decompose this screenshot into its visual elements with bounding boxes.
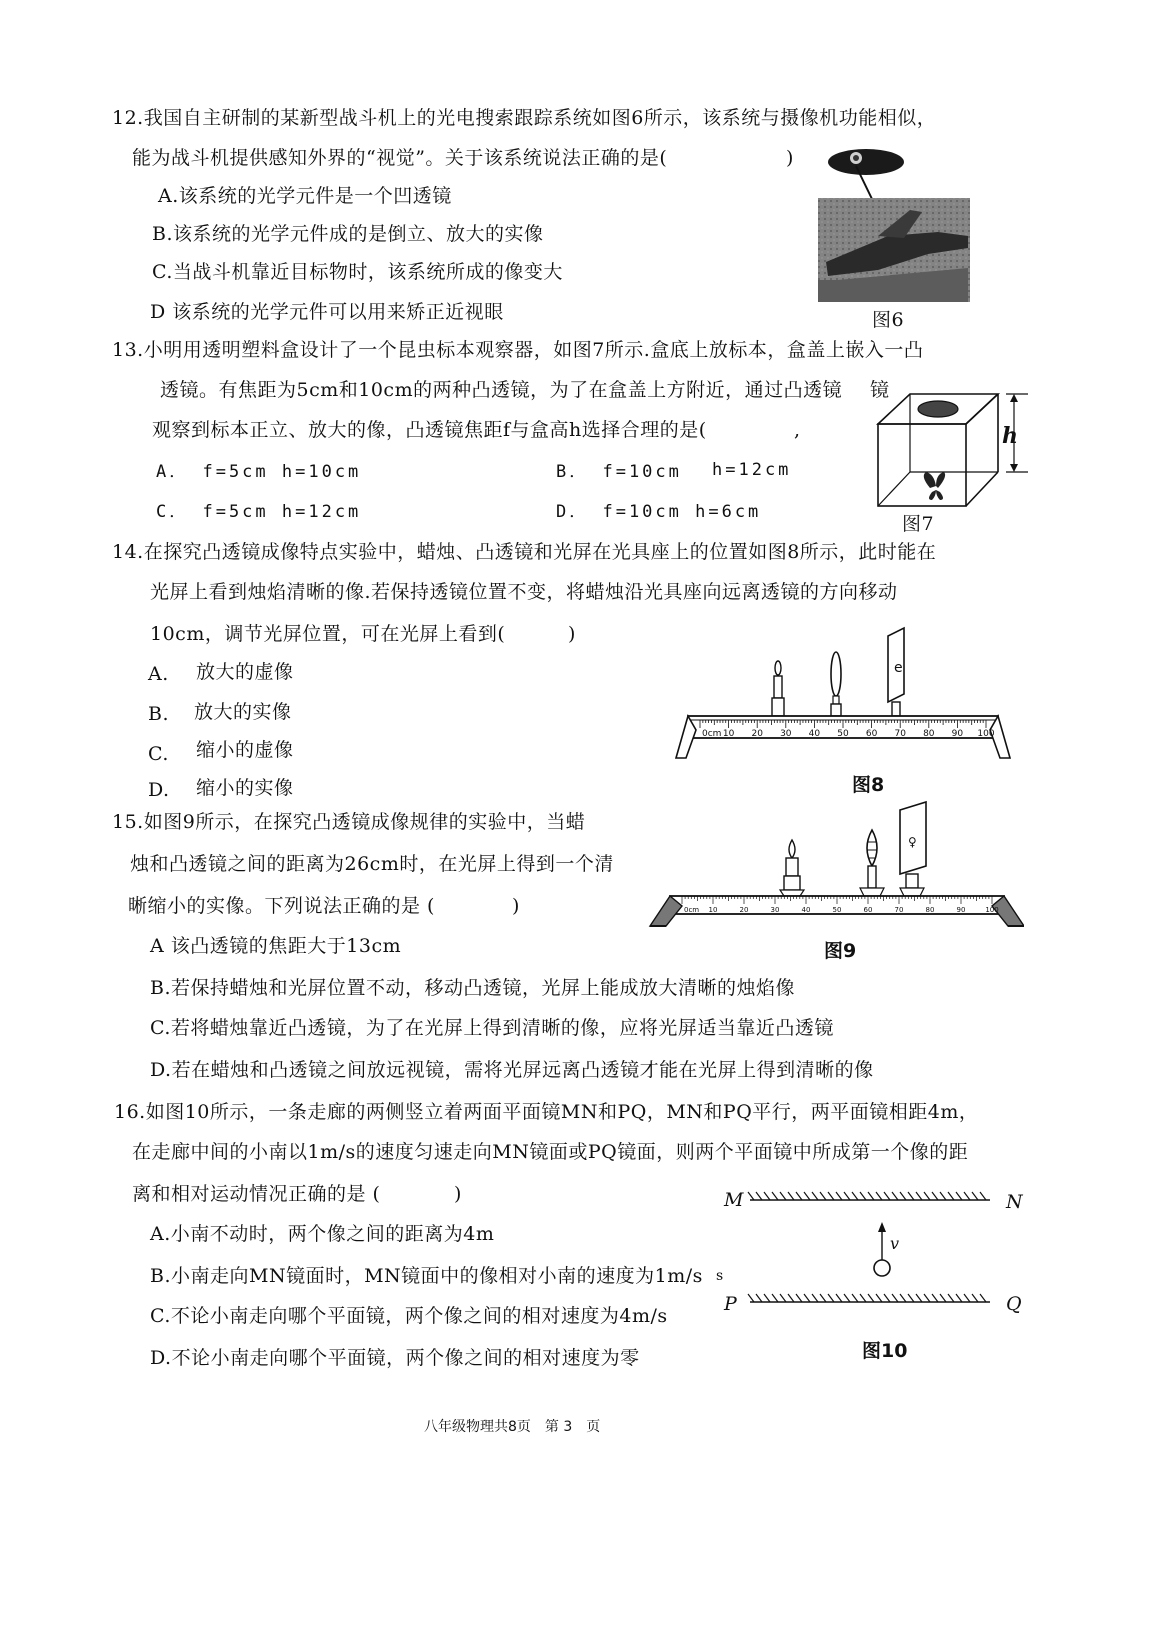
mirror-hatch: [908, 1192, 914, 1200]
mirror-hatch: [820, 1192, 826, 1200]
mirror-hatch: [844, 1294, 850, 1302]
mirror-hatch: [836, 1192, 842, 1200]
mirror-hatch: [972, 1192, 978, 1200]
ruler-tick-label: 70: [894, 906, 904, 914]
q12-option-c: C.当战斗机靠近目标物时，该系统所成的像变大: [152, 261, 563, 283]
mirror-hatch: [868, 1294, 874, 1302]
fig9-caption: 图9: [824, 940, 857, 962]
ruler-tick-label: 80: [923, 729, 935, 739]
mirror-hatch: [852, 1294, 858, 1302]
q16-option-a: A.小南不动时，两个像之间的距离为4m: [150, 1223, 495, 1245]
insect-box-diagram: [870, 388, 1032, 510]
q14-option-b-letter: B.: [148, 703, 170, 725]
mirror-hatch: [940, 1192, 946, 1200]
mirror-hatch: [884, 1192, 890, 1200]
mirror-hatch: [972, 1294, 978, 1302]
lens-fig9: [860, 830, 884, 896]
mirror-hatch: [980, 1192, 986, 1200]
fig10-caption: 图10: [862, 1340, 908, 1362]
ruler-tick-label: 60: [865, 729, 878, 739]
mirror-hatch: [764, 1192, 770, 1200]
q16-stem-line2: 在走廊中间的小南以1m/s的速度匀速走向MN镜面或PQ镜面，则两个平面镜中所成第一个像的距: [132, 1141, 969, 1163]
mirror-hatch: [868, 1192, 874, 1200]
mirror-hatch: [828, 1192, 834, 1200]
q14-stem-line1: 14.在探究凸透镜成像特点实验中，蜡烛、凸透镜和光屏在光具座上的位置如图8所示，此时能在: [112, 541, 937, 563]
mirror-hatch: [764, 1294, 770, 1302]
mirror-hatch: [756, 1192, 762, 1200]
mirror-hatch: [804, 1294, 810, 1302]
mirror-pq-hatching: [748, 1294, 986, 1302]
mirror-hatch: [788, 1192, 794, 1200]
q15-paren-close: ): [512, 895, 520, 917]
mirror-hatch: [948, 1192, 954, 1200]
screen-fig8: [888, 628, 904, 716]
fig7-caption: 图7: [902, 513, 935, 535]
mirror-hatch: [924, 1294, 930, 1302]
ruler-tick-label: 0cm: [702, 729, 722, 739]
q14-option-d-letter: D.: [148, 779, 170, 801]
mirror-hatch: [812, 1192, 818, 1200]
ruler-tick-label: 20: [739, 906, 749, 914]
q13-stem-line2: 透镜。有焦距为5cm和10cm的两种凸透镜，为了在盒盖上方附近，通过凸透镜: [160, 379, 843, 401]
q16-option-d: D.不论小南走向哪个平面镜，两个像之间的相对速度为零: [150, 1347, 640, 1369]
mirror-hatch: [940, 1294, 946, 1302]
mirror-hatch: [892, 1294, 898, 1302]
mirror-hatch: [748, 1294, 754, 1302]
q15-stem-line3: 晰缩小的实像。下列说法正确的是 (: [128, 895, 435, 917]
mirror-hatch: [900, 1192, 906, 1200]
q14-option-b: 放大的实像: [194, 701, 292, 723]
q13-option-d: D． f=10cm h=6cm: [556, 502, 762, 522]
q13-stem-line1: 13.小明用透明塑料盒设计了一个昆虫标本观察器，如图7所示.盒底上放标本，盒盖上嵌入一凸: [112, 339, 924, 361]
ruler-tick-label: 40: [808, 729, 821, 739]
mirror-hatch: [836, 1294, 842, 1302]
mirror-hatch: [796, 1294, 802, 1302]
fighter-jet-photo: [818, 140, 970, 302]
q14-option-c-letter: C.: [148, 743, 169, 765]
fig7-height-label: h: [1002, 423, 1019, 449]
q14-paren-close: ): [568, 623, 576, 645]
q15-stem-line1: 15.如图9所示，在探究凸透镜成像规律的实验中，当蜡: [112, 811, 586, 833]
mirror-hatch: [892, 1192, 898, 1200]
q16-option-b-tail: s: [716, 1268, 724, 1284]
label-p: P: [724, 1293, 738, 1315]
q16-stem-line1: 16.如图10所示，一条走廊的两侧竖立着两面平面镜MN和PQ，MN和PQ平行，两平面镜相距4m，: [114, 1101, 979, 1123]
q12-option-a: A.该系统的光学元件是一个凹透镜: [158, 185, 452, 207]
mirror-hatch: [956, 1192, 962, 1200]
ruler-tick-label: 10: [708, 906, 718, 914]
q12-stem-line2: 能为战斗机提供感知外界的“视觉”。关于该系统说法正确的是(: [132, 147, 668, 169]
mirror-hatch: [932, 1192, 938, 1200]
optical-bench-fig9: [646, 800, 1024, 932]
q16-paren-close: ): [454, 1183, 462, 1205]
mirror-hatch: [980, 1294, 986, 1302]
q15-option-d: D.若在蜡烛和凸透镜之间放远视镜，需将光屏远离凸透镜才能在光屏上得到清晰的像: [150, 1059, 874, 1081]
ruler-tick-label: 100: [977, 729, 995, 739]
mirror-hatch: [852, 1192, 858, 1200]
ruler-tick-label: 50: [832, 906, 842, 914]
q14-option-a: 放大的虚像: [196, 661, 294, 683]
svg-text:e: e: [894, 660, 903, 676]
fig8-caption: 图8: [852, 774, 885, 796]
q14-option-a-letter: A.: [148, 663, 169, 685]
mirror-hatch: [860, 1294, 866, 1302]
q13-option-b-height: h=12cm: [712, 460, 792, 480]
q16-option-c: C.不论小南走向哪个平面镜，两个像之间的相对速度为4m/s: [150, 1305, 668, 1327]
ruler-tick-label: 80: [925, 906, 935, 914]
ruler-tick-label: 70: [894, 729, 906, 739]
q13-option-b: B． f=10cm: [556, 462, 682, 482]
q14-option-c: 缩小的虚像: [196, 739, 294, 761]
label-m: M: [724, 1189, 744, 1211]
ruler-tick-label: 0cm: [684, 906, 700, 914]
mirror-hatch: [916, 1192, 922, 1200]
mirror-hatch: [876, 1294, 882, 1302]
mirror-hatch: [956, 1294, 962, 1302]
q12-option-d: D 该系统的光学元件可以用来矫正近视眼: [150, 301, 504, 323]
ruler-tick-label: 100: [985, 906, 999, 914]
mirror-hatch: [812, 1294, 818, 1302]
optical-bench-fig8: [668, 624, 1028, 764]
ruler-tick-label: 90: [951, 729, 964, 739]
page-footer: 八年级物理共8页 第 3 页: [424, 1419, 601, 1435]
parallel-mirrors-diagram: [744, 1180, 996, 1316]
mirror-hatch: [964, 1192, 970, 1200]
mirror-mn-hatching: [748, 1192, 986, 1200]
ruler-tick-label: 10: [722, 729, 735, 739]
ruler-tick-label: 50: [837, 729, 849, 739]
mirror-hatch: [772, 1192, 778, 1200]
mirror-hatch: [804, 1192, 810, 1200]
q12-option-b: B.该系统的光学元件成的是倒立、放大的实像: [152, 223, 544, 245]
mirror-hatch: [916, 1294, 922, 1302]
mirror-hatch: [780, 1294, 786, 1302]
q13-stem-line3: 观察到标本正立、放大的像，凸透镜焦距f与盒高h选择合理的是(: [152, 419, 707, 441]
mirror-hatch: [948, 1294, 954, 1302]
mirror-hatch: [788, 1294, 794, 1302]
mirror-hatch: [860, 1192, 866, 1200]
ruler-tick-label: 90: [956, 906, 966, 914]
mirror-hatch: [820, 1294, 826, 1302]
label-n: N: [1006, 1191, 1024, 1213]
q14-option-d: 缩小的实像: [196, 777, 294, 799]
q15-option-a: A 该凸透镜的焦距大于13cm: [150, 935, 402, 957]
q13-option-c: C． f=5cm h=12cm: [156, 502, 362, 522]
q12-stem-line1: 12.我国自主研制的某新型战斗机上的光电搜索跟踪系统如图6所示，该系统与摄像机功能相似，: [112, 107, 937, 129]
mirror-hatch: [828, 1294, 834, 1302]
mirror-hatch: [756, 1294, 762, 1302]
lens-fig8: [831, 652, 841, 716]
mirror-hatch: [908, 1294, 914, 1302]
mirror-hatch: [748, 1192, 754, 1200]
mirror-hatch: [884, 1294, 890, 1302]
mirror-hatch: [772, 1294, 778, 1302]
screen-fig9: [900, 802, 926, 896]
fig7-lens-label: 镜: [870, 379, 890, 401]
label-q: Q: [1006, 1293, 1023, 1315]
mirror-hatch: [780, 1192, 786, 1200]
mirror-hatch: [900, 1294, 906, 1302]
q15-stem-line2: 烛和凸透镜之间的距离为26cm时，在光屏上得到一个清: [130, 853, 614, 875]
q13-paren-close: ,: [794, 419, 801, 441]
mirror-hatch: [844, 1192, 850, 1200]
ruler-tick-label: 30: [770, 906, 780, 914]
mirror-hatch: [964, 1294, 970, 1302]
svg-text:♀: ♀: [908, 835, 917, 849]
ruler-tick-label: 60: [863, 906, 873, 914]
q14-stem-line3: 10cm，调节光屏位置，可在光屏上看到(: [150, 623, 506, 645]
label-v: v: [890, 1234, 900, 1253]
q15-option-b: B.若保持蜡烛和光屏位置不动，移动凸透镜，光屏上能成放大清晰的烛焰像: [150, 977, 796, 999]
candle-fig8: [772, 661, 784, 716]
mirror-hatch: [796, 1192, 802, 1200]
q12-paren-close: ): [786, 147, 794, 169]
candle-fig9: [780, 840, 804, 896]
ruler-tick-label: 20: [751, 729, 763, 739]
mirror-hatch: [876, 1192, 882, 1200]
q15-option-c: C.若将蜡烛靠近凸透镜，为了在光屏上得到清晰的像，应将光屏适当靠近凸透镜: [150, 1017, 834, 1039]
q16-stem-line3: 离和相对运动情况正确的是 (: [132, 1183, 381, 1205]
q13-option-a: A． f=5cm h=10cm: [156, 462, 362, 482]
ruler-tick-label: 30: [780, 729, 792, 739]
ruler-tick-label: 40: [801, 906, 811, 914]
mirror-hatch: [932, 1294, 938, 1302]
fig6-caption: 图6: [872, 309, 905, 331]
q16-option-b: B.小南走向MN镜面时，MN镜面中的像相对小南的速度为1m/s: [150, 1265, 703, 1287]
q14-stem-line2: 光屏上看到烛焰清晰的像.若保持透镜位置不变，将蜡烛沿光具座向远离透镜的方向移动: [150, 581, 898, 603]
mirror-hatch: [924, 1192, 930, 1200]
